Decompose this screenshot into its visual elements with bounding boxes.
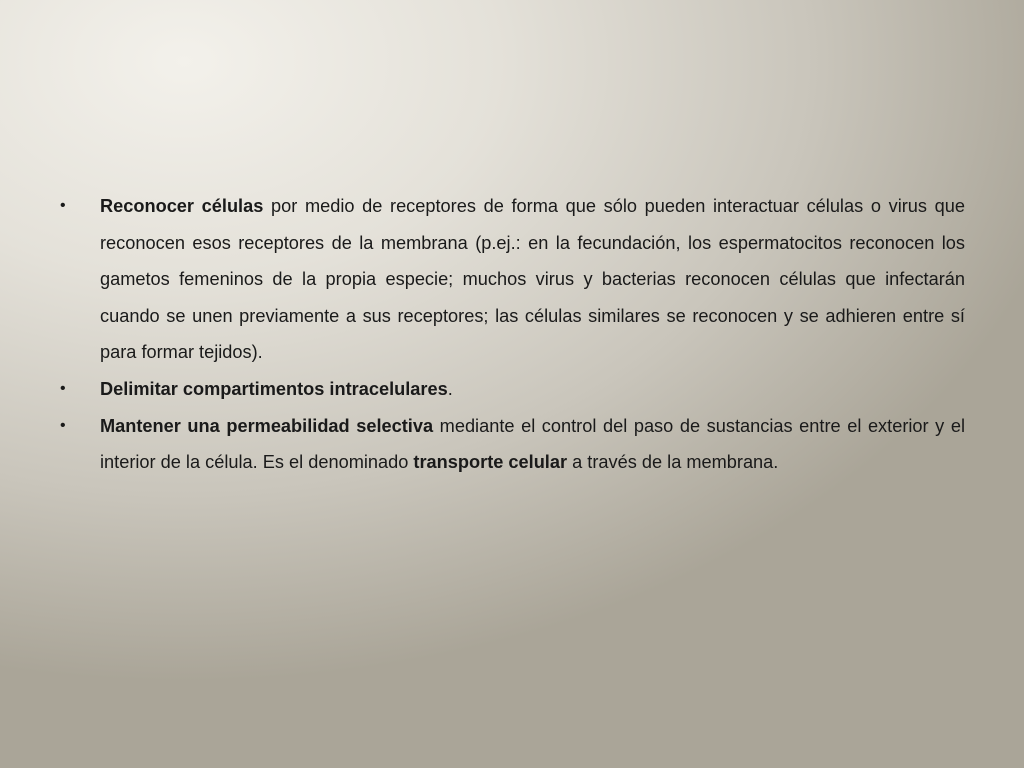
item-body: . bbox=[447, 378, 453, 399]
bullet-text bbox=[100, 379, 453, 399]
list-item-mantener bbox=[60, 408, 965, 481]
bold-term-transporte: transporte celular bbox=[413, 452, 568, 473]
bold-term: Mantener una permeabilidad selectiva bbox=[100, 415, 434, 436]
item-body: mediante el control del paso de sustancias entre el exterior y el interior de la célula. Es el denominado bbox=[100, 415, 965, 473]
bullet-point: • bbox=[60, 197, 66, 214]
list-item-reconocer bbox=[60, 188, 965, 371]
bullet-list bbox=[60, 188, 965, 481]
bullet-text bbox=[100, 416, 965, 473]
bullet-point: • bbox=[60, 379, 66, 397]
list-item-delimitar bbox=[60, 371, 965, 408]
item-body-end: a través de la membrana. bbox=[567, 452, 779, 473]
bullet-text bbox=[100, 196, 965, 362]
bold-term: Reconocer células bbox=[100, 196, 264, 216]
item-body: por medio de receptores de forma que sólo pueden interactuar células o virus que reconocen esos receptores de la membrana (p.ej.: en la fecundación, los espermatocitos reconocen los gametos femeninos de la propia especie; muchos virus y bacterias reconocen células que infectarán cuando se unen previamente a sus receptores; las células similares se reconocen y se adhieren entre sí para formar tejidos). bbox=[100, 196, 966, 363]
bullet-point: • bbox=[60, 416, 66, 434]
bold-term: Delimitar compartimentos intracelulares bbox=[100, 378, 448, 399]
